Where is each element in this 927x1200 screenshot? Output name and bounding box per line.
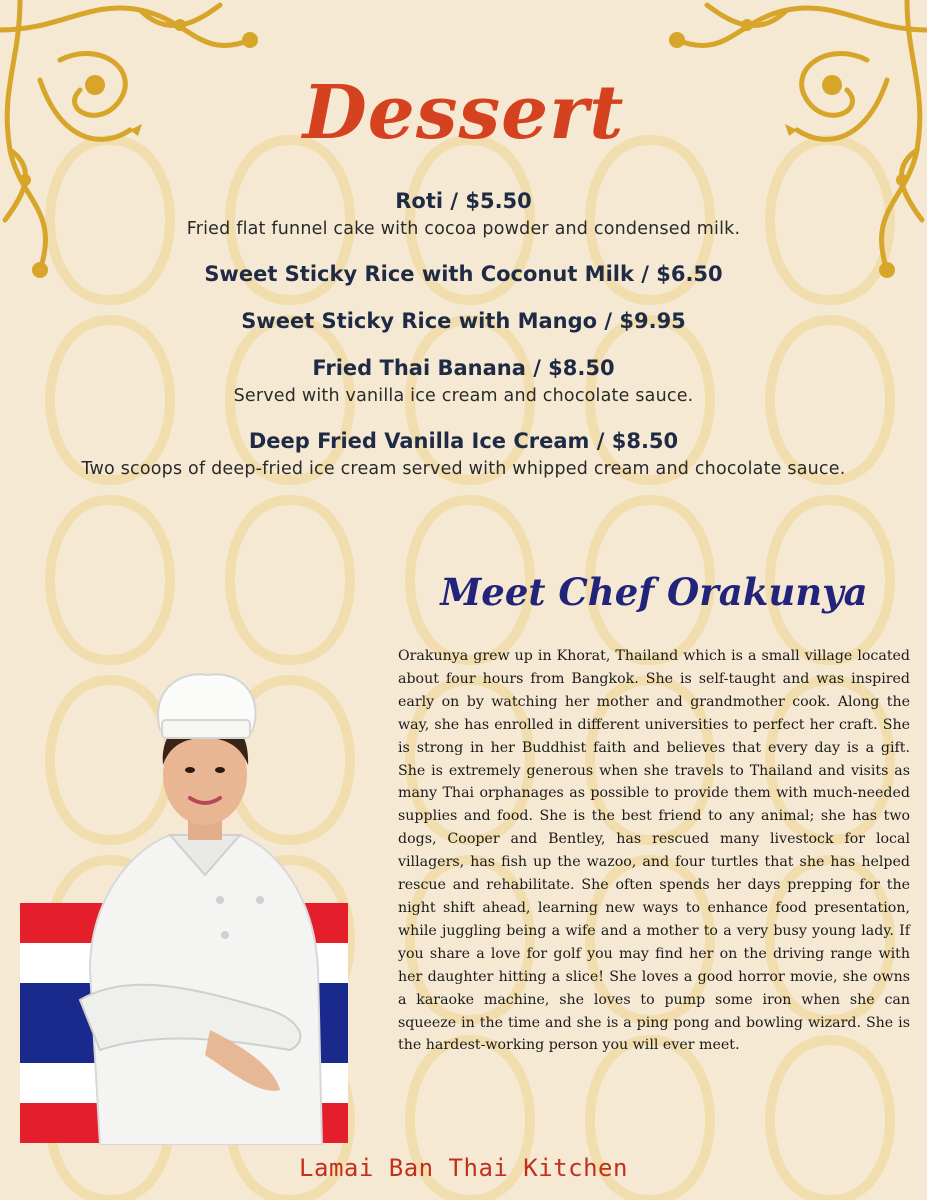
menu-item-name: Roti / $5.50 — [395, 189, 532, 213]
menu-item-description: Fried flat funnel cake with cocoa powder and condensed milk. — [186, 219, 741, 239]
menu-item-name: Sweet Sticky Rice with Mango / $9.95 — [241, 309, 686, 333]
chef-photo — [60, 670, 350, 1145]
menu-item-name: Sweet Sticky Rice with Coconut Milk / $6.50 — [204, 262, 723, 286]
menu-item-description: Two scoops of deep-fried ice cream served with whipped cream and chocolate sauce. — [81, 459, 846, 479]
menu-item — [0, 353, 927, 409]
menu-item-description: Served with vanilla ice cream and chocolate sauce. — [233, 386, 694, 406]
menu-item — [0, 186, 927, 242]
menu-item — [0, 426, 927, 482]
menu-item — [0, 259, 927, 289]
chef-bio: Orakunya grew up in Khorat, Thailand which is a small village located about four hours from Bangkok. She is self-taught and was inspired early on by watching her mother and grandmother cook. Along the way, she has enrolled in different universities to perfect her craft. She is strong in her Buddhist faith and believes that every day is a gift. She is extremely generous when she travels to Thailand and visits as many Thai orphanages as possible to provide them with much-needed supplies and food. She is the best friend to any animal; she has two dogs, Cooper and Bentley, has rescued many livestock for local villagers, has fish up the wazoo, and four turtles that she has helped rescue and rehabilitate. She often spends her days prepping for the night shift ahead, learning new ways to enhance food presentation, while juggling being a wife and a mother to a very busy young lady. If you share a love for golf you may find her on the driving range with her daughter hitting a slice! She loves a good horror movie, she owns a karaoke machine, she loves to pump some iron when she can squeeze in the time and she is a ping pong and bowling wizard. She is the hardest-working person you will ever meet. — [398, 648, 910, 1054]
chef-section-title: Meet Chef Orakunya — [440, 570, 868, 614]
menu-item-name: Fried Thai Banana / $8.50 — [312, 356, 615, 380]
restaurant-name: Lamai Ban Thai Kitchen — [299, 1154, 628, 1182]
dessert-menu — [0, 186, 927, 499]
menu-item — [0, 306, 927, 336]
menu-item-name: Deep Fried Vanilla Ice Cream / $8.50 — [248, 429, 679, 453]
page-title: Dessert — [302, 70, 625, 156]
